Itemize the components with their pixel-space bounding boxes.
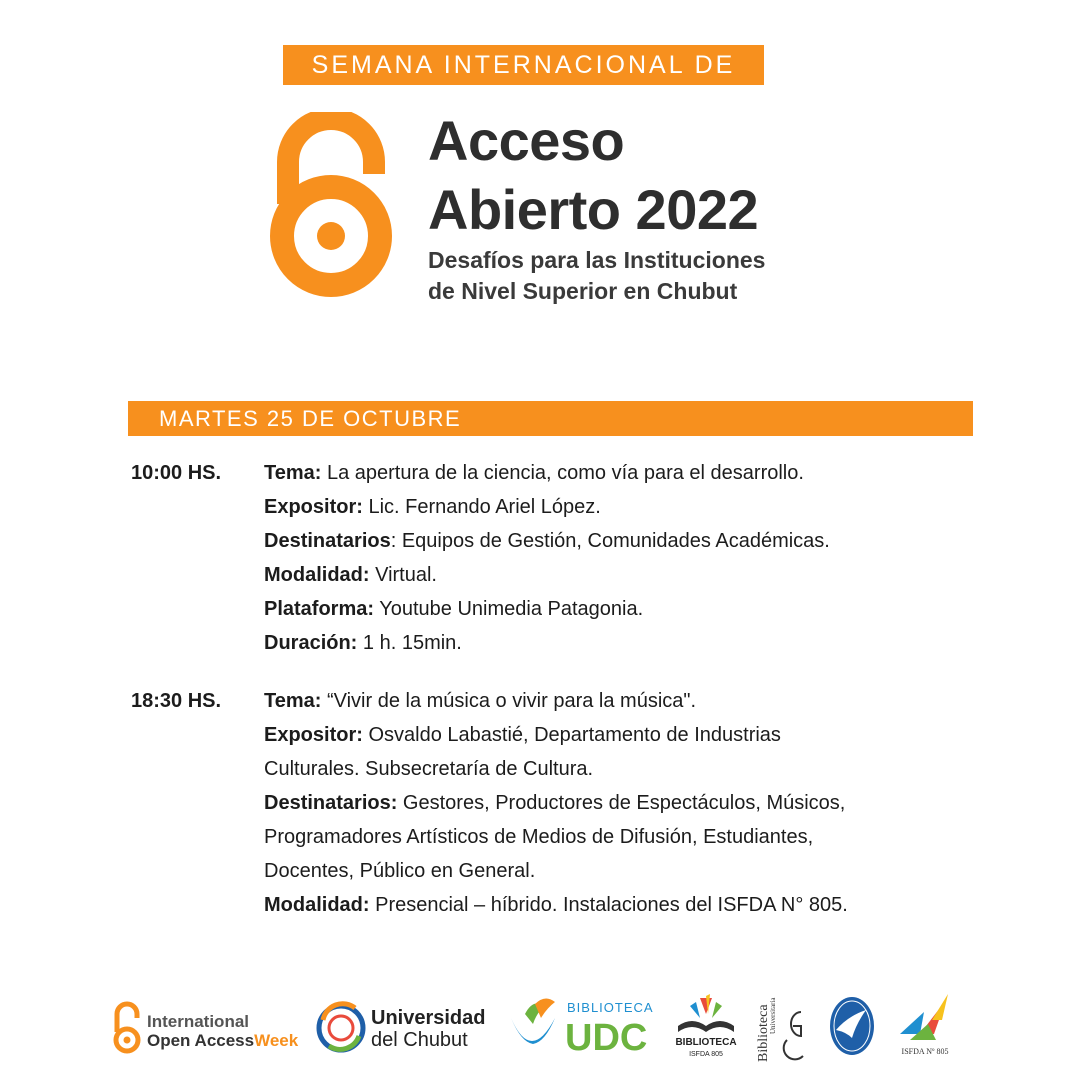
session-row bbox=[264, 888, 848, 922]
session-1-details bbox=[264, 456, 830, 660]
bib-main: UDC bbox=[565, 1017, 648, 1059]
row-text: Osvaldo Labastié, Departamento de Industrias bbox=[362, 724, 781, 746]
row-text: Culturales. Subsecretaría de Cultura. bbox=[264, 758, 594, 780]
sponsor-logos bbox=[110, 990, 960, 1065]
bib-top: BIBLIOTECA bbox=[567, 1000, 654, 1015]
row-text: Lic. Fernando Ariel López. bbox=[362, 496, 601, 518]
isfda-bib-line1: BIBLIOTECA bbox=[675, 1037, 737, 1048]
row-label: Modalidad: bbox=[264, 894, 370, 916]
session-row bbox=[264, 592, 830, 626]
udc-line2: del Chubut bbox=[371, 1029, 468, 1051]
session-1-time: 10:00 HS. bbox=[131, 462, 222, 484]
row-text: Docentes, Público en General. bbox=[264, 860, 536, 882]
biblioteca-universitaria-logo bbox=[755, 990, 815, 1065]
row-label: Expositor: bbox=[264, 724, 363, 746]
title-line-1: Acceso bbox=[428, 109, 625, 172]
session-row bbox=[264, 854, 848, 888]
session-row bbox=[264, 626, 830, 660]
oaw-line1: International bbox=[147, 1012, 250, 1031]
subtitle bbox=[428, 245, 765, 307]
subtitle-line-1: Desafíos para las Instituciones bbox=[428, 247, 766, 273]
session-row bbox=[264, 558, 830, 592]
oaw-line2 bbox=[147, 1031, 299, 1050]
universidad-del-chubut-logo bbox=[315, 990, 490, 1065]
event-banner: SEMANA INTERNACIONAL DE bbox=[283, 45, 764, 85]
row-text: Gestores, Productores de Espectáculos, Músicos, bbox=[397, 792, 846, 814]
isfda-805-logo bbox=[890, 990, 960, 1065]
row-text: : Equipos de Gestión, Comunidades Académicas. bbox=[390, 530, 830, 552]
oaw-week: Week bbox=[254, 1031, 299, 1050]
date-band: MARTES 25 DE OCTUBRE bbox=[128, 401, 973, 436]
isfda-bib-line2: ISFDA 805 bbox=[689, 1051, 723, 1058]
session-row bbox=[264, 820, 848, 854]
row-label: Tema: bbox=[264, 462, 322, 484]
row-label: Destinatarios bbox=[264, 530, 391, 552]
row-text: La apertura de la ciencia, como vía para el desarrollo. bbox=[321, 462, 804, 484]
session-2-details bbox=[264, 684, 848, 922]
session-row bbox=[264, 490, 830, 524]
session-2-time: 18:30 HS. bbox=[131, 690, 222, 712]
bird-emblem-logo bbox=[822, 990, 882, 1065]
isfda-label: ISFDA Nº 805 bbox=[901, 1047, 949, 1056]
row-label: Destinatarios: bbox=[264, 792, 398, 814]
row-text: Presencial – híbrido. Instalaciones del ISFDA N° 805. bbox=[369, 894, 848, 916]
udc-line1: Universidad bbox=[371, 1007, 486, 1029]
subtitle-line-2: de Nivel Superior en Chubut bbox=[428, 278, 738, 304]
session-row bbox=[264, 684, 848, 718]
oaw-open-access: Open Access bbox=[147, 1031, 255, 1050]
biblioteca-udc-logo bbox=[505, 990, 655, 1065]
session-row bbox=[264, 456, 830, 490]
row-label: Expositor: bbox=[264, 496, 363, 518]
row-label: Duración: bbox=[264, 632, 358, 654]
session-row bbox=[264, 718, 848, 752]
vertical-bib-text: Biblioteca bbox=[756, 1004, 771, 1062]
row-text: “Vivir de la música o vivir para la música". bbox=[321, 690, 697, 712]
open-access-week-logo bbox=[110, 990, 300, 1065]
session-row bbox=[264, 524, 830, 558]
row-label: Modalidad: bbox=[264, 564, 370, 586]
title-line-2: Abierto 2022 bbox=[428, 178, 759, 241]
biblioteca-isfda-logo bbox=[670, 990, 742, 1065]
row-text: Youtube Unimedia Patagonia. bbox=[374, 598, 644, 620]
row-text: Programadores Artísticos de Medios de Difusión, Estudiantes, bbox=[264, 826, 814, 848]
row-text: Virtual. bbox=[369, 564, 437, 586]
row-label: Plataforma: bbox=[264, 598, 375, 620]
row-text: 1 h. 15min. bbox=[357, 632, 462, 654]
open-access-lock-icon bbox=[270, 112, 392, 298]
session-row bbox=[264, 786, 848, 820]
row-label: Tema: bbox=[264, 690, 322, 712]
session-row bbox=[264, 752, 848, 786]
vertical-univ-text: Universitaria bbox=[769, 997, 777, 1034]
